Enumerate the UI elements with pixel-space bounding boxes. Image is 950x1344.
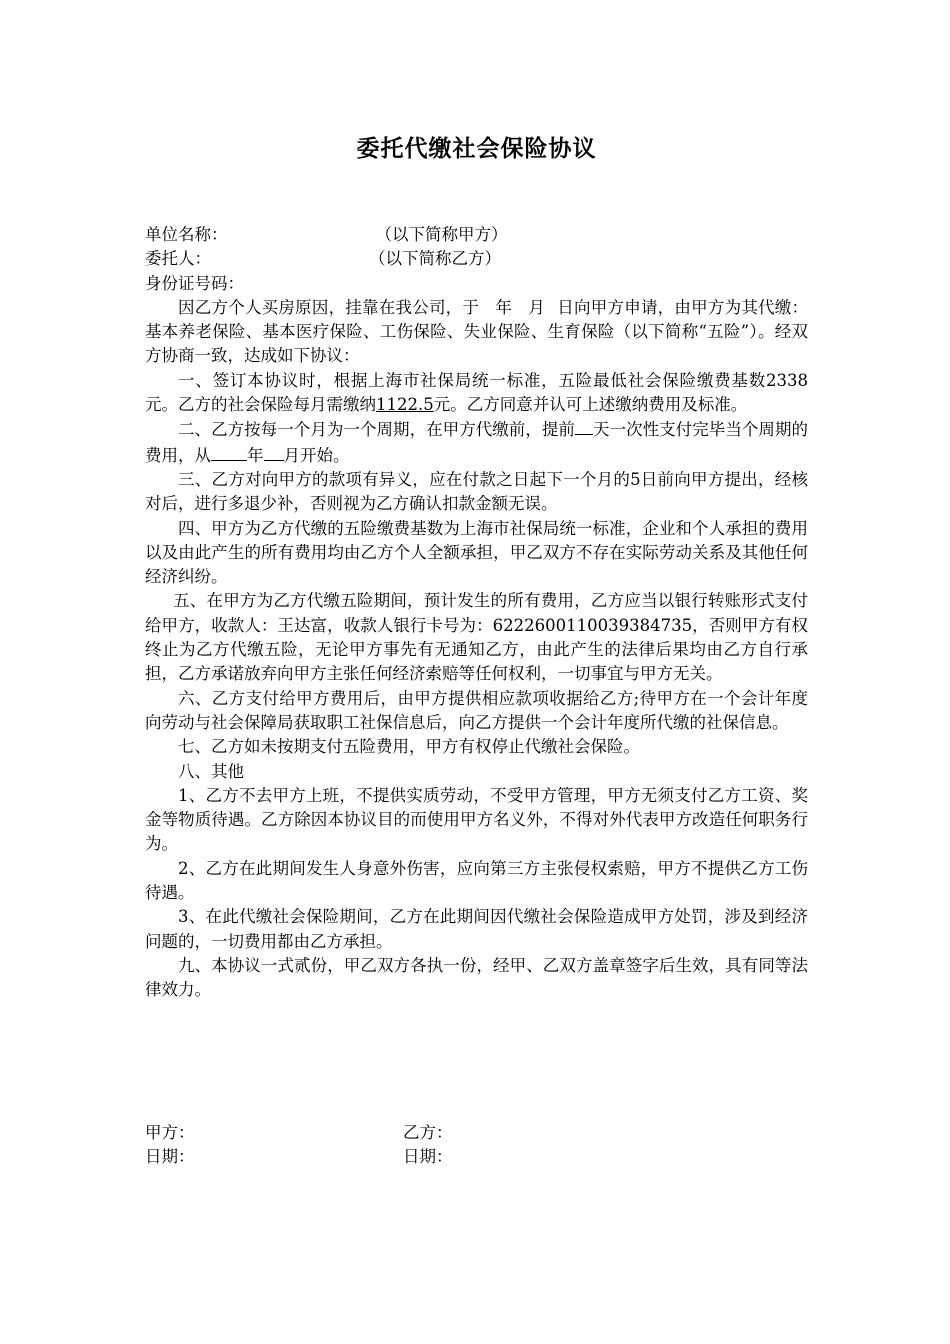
party-b-label: 乙方：	[403, 1123, 453, 1142]
intro-text-2: 日向甲方申请，由甲方为其代缴：基本养老保险、基本医疗保险、工伤保险、失业保险、生育保险（以下简称“五险”）。经双方协商一致，达成如下协议：	[145, 297, 809, 366]
date-a-label: 日期：	[145, 1147, 195, 1166]
clause-2-text-1: 二、乙方按每一个月为一个周期，在甲方代缴前，提前	[178, 420, 575, 440]
clause-6: 六、乙方支付给甲方费用后，由甲方提供相应款项收据给乙方;待甲方在一个会计年度向劳动与社会保障局获取职工社保信息后，向乙方提供一个会计年度所代缴的社保信息。	[145, 688, 808, 732]
clause-1	[145, 369, 808, 418]
unit-name-note: （以下简称甲方）	[375, 225, 508, 244]
date-b-label: 日期：	[403, 1147, 453, 1166]
start-month-blank	[264, 443, 284, 461]
intro-month: 月	[528, 297, 546, 317]
clause-2-year: 年	[247, 445, 264, 465]
client-label: 委托人：	[145, 249, 211, 269]
client-note: （以下简称乙方）	[369, 249, 501, 269]
date-row	[145, 1145, 808, 1169]
intro-text-1: 因乙方个人买房原因，挂靠在我公司，于	[178, 297, 480, 317]
unit-name-label: 单位名称：	[145, 225, 228, 244]
clause-5: 五、在甲方为乙方代缴五险期间，预计发生的所有费用，乙方应当以银行转账形式支付给甲方，收款人：王达富，收款人银行卡号为：6222600110039384735，否则甲方有权终止为乙方代缴五险，无论甲方事先有无通知乙方，由此产生的法律后果均由乙方自行承担，乙方承诺放弃向甲方主张任何经济索赔等任何权利，一切事宜与甲方无关。	[145, 591, 808, 684]
clause-8-item-3: 3、在此代缴社会保险期间，乙方在此期间因代缴社会保险造成甲方处罚，涉及到经济问题的，一切费用都由乙方承担。	[145, 907, 808, 951]
document-title: 委托代缴社会保险协议	[356, 135, 597, 162]
clause-8-item-1: 1、乙方不去甲方上班，不提供实质劳动，不受甲方管理，甲方无须支付乙方工资、奖金等物质待遇。乙方除因本协议目的而使用甲方名义外，不得对外代表甲方改造任何职务行为。	[145, 785, 808, 854]
clause-2-text-3: 月开始。	[283, 445, 350, 465]
clause-3: 三、乙方对向甲方的款项有异义，应在付款之日起下一个月的5日前向甲方提出，经核对后，进行多退少补，否则视为乙方确认扣款金额无误。	[145, 469, 808, 514]
clause-7: 七、乙方如未按期支付五险费用，甲方有权停止代缴社会保险。	[178, 737, 640, 757]
client-row	[145, 247, 808, 271]
clause-2	[145, 417, 808, 468]
id-number-label: 身份证号码：	[145, 273, 244, 293]
advance-days-blank	[575, 417, 593, 435]
clause-8-heading: 八、其他	[178, 761, 244, 781]
intro-paragraph	[145, 296, 808, 369]
start-year-blank	[211, 443, 247, 461]
clause-8-item-2: 2、乙方在此期间发生人身意外伤害，应向第三方主张侵权索赔，甲方不提供乙方工伤待遇。	[145, 858, 808, 903]
document-body	[145, 223, 808, 1003]
intro-year: 年	[495, 297, 513, 317]
id-number-row	[145, 272, 808, 296]
clause-9: 九、本协议一式贰份，甲乙双方各执一份，经甲、乙双方盖章签字后生效，具有同等法律效力。	[145, 955, 808, 1000]
signature-row	[145, 1121, 808, 1145]
party-a-label: 甲方：	[145, 1123, 195, 1142]
clause-1-text-2: 元。乙方同意并认可上述缴纳费用及标准。	[433, 395, 748, 415]
clause-2-text-2: 天一次性支付完毕当个周期的费用，从	[145, 420, 809, 465]
clause-4: 四、甲方为乙方代缴的五险缴费基数为上海市社保局统一标准，企业和个人承担的费用以及由此产生的所有费用均由乙方个人全额承担，甲乙双方不存在实际劳动关系及其他任何经济纠纷。	[145, 518, 808, 587]
clause-1-amount: 1122.5	[376, 395, 434, 415]
unit-name-row	[145, 223, 808, 247]
clause-1-text-1: 一、签订本协议时，根据上海市社保局统一标准，五险最低社会保险缴费基数2338元。乙方的社会保险每月需缴纳	[145, 370, 808, 415]
